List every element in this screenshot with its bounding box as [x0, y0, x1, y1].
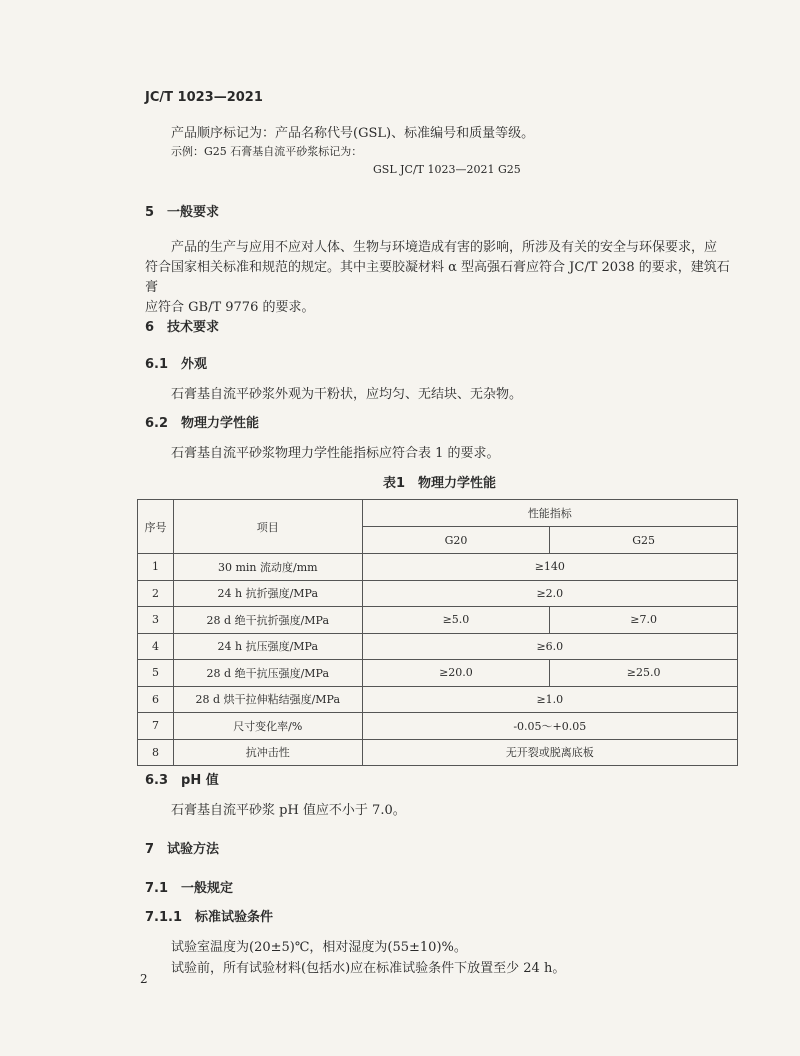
row-no: 1: [138, 554, 174, 581]
section-7-1-1-line-2: 试验前，所有试验材料(包括水)应在标准试验条件下放置至少 24 h。: [171, 961, 566, 976]
header-g20: G20: [362, 527, 550, 554]
row-no: 5: [138, 660, 174, 687]
row-no: 6: [138, 686, 174, 713]
row-item: 抗冲击性: [173, 739, 362, 766]
standard-number: JC/T 1023—2021: [145, 90, 263, 105]
header-performance: 性能指标: [362, 500, 737, 527]
section-6-1-title: 6.1 外观: [145, 357, 208, 372]
table-row: [138, 633, 738, 660]
section-5-title: 5 一般要求: [145, 205, 220, 220]
row-item: 28 d 绝干抗压强度/MPa: [173, 660, 362, 687]
section-6-3-text: 石膏基自流平砂浆 pH 值应不小于 7.0。: [171, 803, 406, 818]
section-6-1-text: 石膏基自流平砂浆外观为干粉状，应均匀、无结块、无杂物。: [171, 387, 523, 402]
row-value: ≥140: [362, 554, 737, 581]
row-item: 24 h 抗折强度/MPa: [173, 580, 362, 607]
table-row: [138, 554, 738, 581]
section-5-line-1: 产品的生产与应用不应对人体、生物与环境造成有害的影响，所涉及有关的安全与环保要求，应: [171, 240, 718, 255]
header-item: 项目: [173, 500, 362, 554]
page-number: 2: [140, 972, 148, 986]
row-value-g20: ≥5.0: [362, 607, 550, 634]
header-g25: G25: [550, 527, 738, 554]
table-row: [138, 713, 738, 740]
row-no: 8: [138, 739, 174, 766]
row-no: 3: [138, 607, 174, 634]
row-value-g25: ≥25.0: [550, 660, 738, 687]
header-no: 序号: [138, 500, 174, 554]
section-7-1-1-line-1: 试验室温度为(20±5)℃，相对湿度为(55±10)%。: [171, 940, 467, 955]
row-item: 30 min 流动度/mm: [173, 554, 362, 581]
row-value: ≥1.0: [362, 686, 737, 713]
row-item: 尺寸变化率/%: [173, 713, 362, 740]
table-header-row: [138, 500, 738, 527]
row-no: 7: [138, 713, 174, 740]
row-value-g20: ≥20.0: [362, 660, 550, 687]
row-value-g25: ≥7.0: [550, 607, 738, 634]
row-no: 4: [138, 633, 174, 660]
row-no: 2: [138, 580, 174, 607]
row-item: 24 h 抗压强度/MPa: [173, 633, 362, 660]
table-row: [138, 580, 738, 607]
row-value: ≥6.0: [362, 633, 737, 660]
example-label: 示例：G25 石膏基自流平砂浆标记为：: [171, 145, 363, 158]
section-6-2-text: 石膏基自流平砂浆物理力学性能指标应符合表 1 的要求。: [171, 446, 500, 461]
table-row: [138, 660, 738, 687]
marking-rule-text: 产品顺序标记为：产品名称代号(GSL)、标准编号和质量等级。: [171, 126, 535, 141]
section-7-1-1-title: 7.1.1 标准试验条件: [145, 910, 274, 925]
table-row: [138, 739, 738, 766]
section-6-3-title: 6.3 pH 值: [145, 773, 219, 788]
section-7-title: 7 试验方法: [145, 842, 220, 857]
section-7-1-title: 7.1 一般规定: [145, 881, 234, 896]
table-1: [137, 499, 738, 766]
section-5-paragraph: [145, 238, 740, 318]
section-6-2-title: 6.2 物理力学性能: [145, 416, 260, 431]
section-6-title: 6 技术要求: [145, 320, 220, 335]
table-1-caption: 表1 物理力学性能: [383, 476, 497, 491]
row-value: ≥2.0: [362, 580, 737, 607]
row-item: 28 d 烘干拉伸粘结强度/MPa: [173, 686, 362, 713]
section-5-line-3: 应符合 GB/T 9776 的要求。: [145, 300, 315, 315]
table-row: [138, 686, 738, 713]
example-code: GSL JC/T 1023—2021 G25: [373, 163, 521, 176]
row-value: -0.05～+0.05: [362, 713, 737, 740]
row-item: 28 d 绝干抗折强度/MPa: [173, 607, 362, 634]
table-row: [138, 607, 738, 634]
row-value: 无开裂或脱离底板: [362, 739, 737, 766]
section-5-line-2: 符合国家相关标准和规范的规定。其中主要胶凝材料 α 型高强石膏应符合 JC/T 2038 的要求，建筑石膏: [145, 260, 730, 295]
